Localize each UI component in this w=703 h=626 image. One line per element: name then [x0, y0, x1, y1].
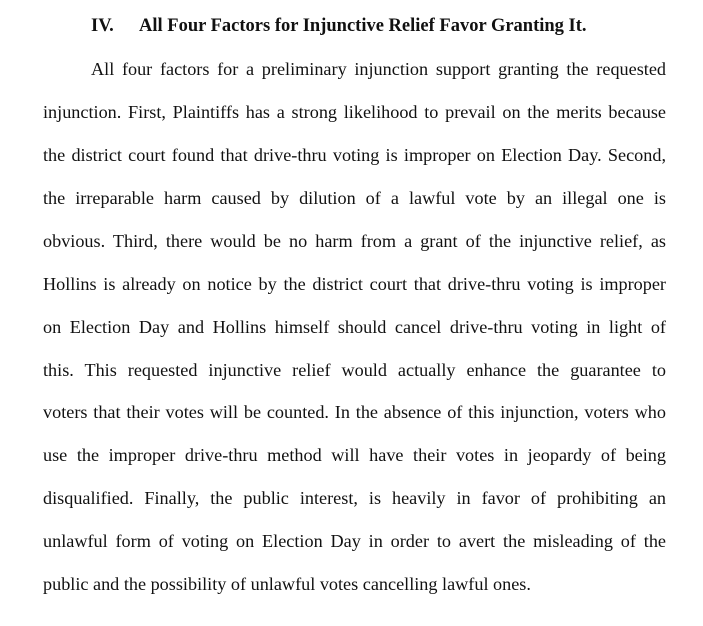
paragraph-line: injunction. First, Plaintiffs has a strong likelihood to prevail on the merits because	[43, 102, 666, 122]
section-heading	[91, 14, 587, 38]
paragraph-line: obvious. Third, there would be no harm from a grant of the injunctive relief, as	[43, 231, 666, 251]
paragraph-line: use the improper drive-thru method will have their votes in jeopardy of being	[43, 445, 666, 465]
paragraph-line: the irreparable harm caused by dilution of a lawful vote by an illegal one is	[43, 188, 666, 208]
section-number: IV.	[91, 16, 114, 36]
paragraph-line: public and the possibility of unlawful votes cancelling lawful ones.	[43, 574, 531, 594]
paragraph-line: this. This requested injunctive relief would actually enhance the guarantee to	[43, 360, 666, 380]
section-title: All Four Factors for Injunctive Relief Favor Granting It.	[139, 16, 587, 36]
paragraph-line: disqualified. Finally, the public interest, is heavily in favor of prohibiting an	[43, 488, 666, 508]
paragraph-line: All four factors for a preliminary injunction support granting the requested	[91, 59, 666, 79]
paragraph-line: unlawful form of voting on Election Day in order to avert the misleading of the	[43, 531, 666, 551]
paragraph-line: on Election Day and Hollins himself should cancel drive-thru voting in light of	[43, 317, 666, 337]
paragraph-line: the district court found that drive-thru voting is improper on Election Day. Second,	[43, 145, 666, 165]
paragraph-line: voters that their votes will be counted. In the absence of this injunction, voters who	[43, 402, 666, 422]
paragraph-line: Hollins is already on notice by the district court that drive-thru voting is improper	[43, 274, 666, 294]
